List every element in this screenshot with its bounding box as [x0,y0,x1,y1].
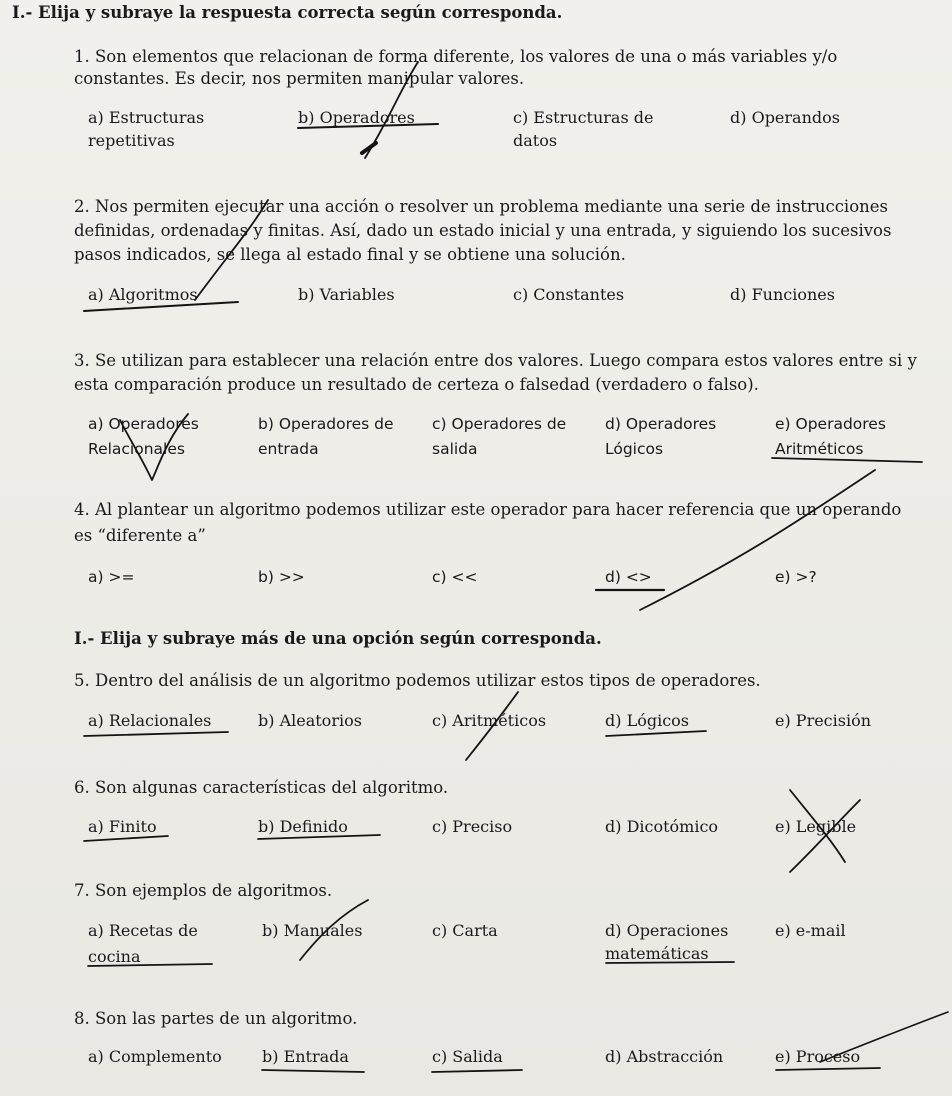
q3-option-e-line2[interactable]: Aritméticos [775,440,864,458]
q2-text-line3: pasos indicados, se llega al estado final y se obtiene una solución. [74,245,626,264]
q3-option-b-line1[interactable]: b) Operadores de [258,415,394,433]
q4-text-line1: 4. Al plantear un algoritmo podemos utilizar este operador para hacer referencia que un operando [74,500,902,519]
q4-option-b[interactable]: b) >> [258,568,305,586]
section-title-1: I.- Elija y subraye la respuesta correcta según corresponda. [12,3,563,22]
q8-option-a[interactable]: a) Complemento [88,1047,222,1066]
q2-option-c[interactable]: c) Constantes [513,285,625,304]
q7-option-a-line2[interactable]: cocina [88,947,141,966]
q4-option-c[interactable]: c) << [432,568,478,586]
q5-text-line1: 5. Dentro del análisis de un algoritmo podemos utilizar estos tipos de operadores. [74,671,761,690]
q8-underline-c [432,1070,522,1072]
q8-option-b[interactable]: b) Entrada [262,1047,349,1066]
q6-option-b[interactable]: b) Definido [258,817,348,836]
q6-option-a[interactable]: a) Finito [88,817,157,836]
q1-option-c-line2[interactable]: datos [513,131,558,150]
q3-option-e-line1[interactable]: e) Operadores [775,415,886,433]
q1-option-c-line1[interactable]: c) Estructuras de [513,108,654,127]
q6-option-e[interactable]: e) Legible [775,817,857,836]
q1-slash-dot [362,143,376,153]
q4-option-e[interactable]: e) >? [775,568,817,586]
q1-option-d[interactable]: d) Operandos [730,108,840,127]
q5-option-d[interactable]: d) Lógicos [605,711,689,730]
q8-text-line1: 8. Son las partes de un algoritmo. [74,1009,358,1028]
q3-option-d-line2[interactable]: Lógicos [605,440,664,458]
q3-option-b-line2[interactable]: entrada [258,440,319,458]
q2-option-b[interactable]: b) Variables [298,285,395,304]
q1-text-line1: 1. Son elementos que relacionan de forma diferente, los valores de una o más variables y/o [74,47,838,66]
q4-text-line2: es “diferente a” [74,526,206,545]
q3-option-a-line1[interactable]: a) Operadores [88,415,199,433]
q5-option-b[interactable]: b) Aleatorios [258,711,362,730]
q7-option-a-line1[interactable]: a) Recetas de [88,921,198,940]
q2-text-line2: definidas, ordenadas y finitas. Así, dado un estado inicial y una entrada, y siguiendo los sucesivos [74,221,892,240]
section-title-2: I.- Elija y subraye más de una opción según corresponda. [74,629,602,648]
q7-option-b[interactable]: b) Manuales [262,921,363,940]
q8-option-c[interactable]: c) Salida [432,1047,503,1066]
q4-long-slash [640,470,875,610]
q7-text-line1: 7. Son ejemplos de algoritmos. [74,881,333,900]
q1-option-b[interactable]: b) Operadores [298,108,415,127]
q3-text-line1: 3. Se utilizan para establecer una relación entre dos valores. Luego compara estos valores entre si y [74,351,917,370]
q3-option-d-line1[interactable]: d) Operadores [605,415,717,433]
q2-text-line1: 2. Nos permiten ejecutar una acción o resolver un problema mediante una serie de instrucciones [74,197,889,216]
q7-option-d-line2[interactable]: matemáticas [605,944,709,963]
q5-option-c[interactable]: c) Aritméticos [432,711,547,730]
q3-option-c-line1[interactable]: c) Operadores de [432,415,567,433]
q1-option-a-line2[interactable]: repetitivas [88,131,175,150]
q3-option-c-line2[interactable]: salida [432,440,478,458]
q4-option-d[interactable]: d) <> [605,568,652,586]
q7-option-e[interactable]: e) e-mail [775,921,846,940]
q1-text-line2: constantes. Es decir, nos permiten manipular valores. [74,69,525,88]
q7-option-d-line1[interactable]: d) Operaciones [605,921,729,940]
q2-option-a[interactable]: a) Algoritmos [88,285,198,304]
q6-text-line1: 6. Son algunas características del algoritmo. [74,778,449,797]
q8-underline-b [262,1070,364,1072]
q8-underline-e [776,1068,880,1070]
q5-option-e[interactable]: e) Precisión [775,711,872,730]
q4-option-a[interactable]: a) >= [88,568,135,586]
q8-option-d[interactable]: d) Abstracción [605,1047,724,1066]
q7-option-c[interactable]: c) Carta [432,921,498,940]
q8-option-e[interactable]: e) Proceso [775,1047,861,1066]
q5-option-a[interactable]: a) Relacionales [88,711,212,730]
q6-option-c[interactable]: c) Preciso [432,817,513,836]
q2-option-d[interactable]: d) Funciones [730,285,835,304]
q1-option-a-line1[interactable]: a) Estructuras [88,108,205,127]
q3-text-line2: esta comparación produce un resultado de certeza o falsedad (verdadero o falso). [74,375,759,394]
q5-underline-a [84,732,228,736]
q6-option-d[interactable]: d) Dicotómico [605,817,719,836]
q3-option-a-line2[interactable]: Relacionales [88,440,185,458]
